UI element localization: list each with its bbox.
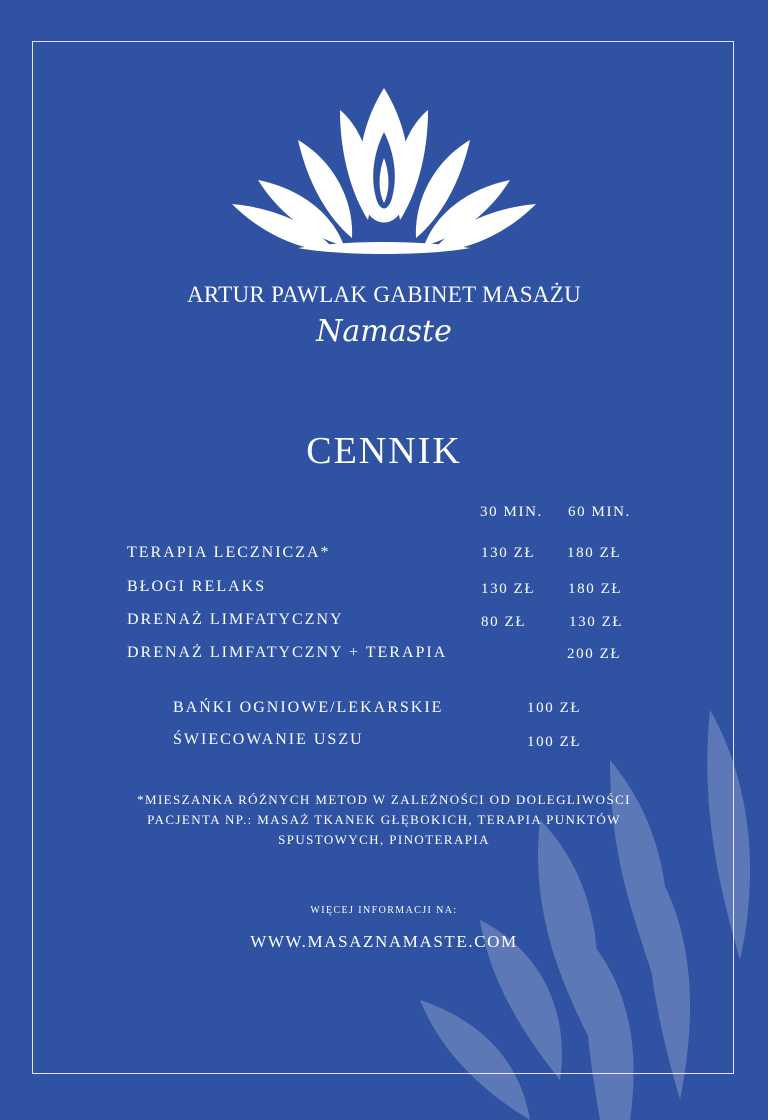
service-price-60: 180 ZŁ bbox=[567, 545, 622, 561]
service-price-60: 200 ZŁ bbox=[567, 646, 622, 662]
more-info-label: WIĘCEJ INFORMACJI NA: bbox=[310, 905, 458, 916]
service-name: DRENAŻ LIMFATYCZNY bbox=[127, 611, 344, 628]
service-price-30: 130 ZŁ bbox=[481, 581, 536, 597]
service-name: TERAPIA LECZNICZA* bbox=[127, 544, 331, 561]
page-title: CENNIK bbox=[306, 430, 462, 473]
service-price-30: 80 ZŁ bbox=[481, 614, 527, 630]
service-price-30: 130 ZŁ bbox=[481, 545, 536, 561]
column-header-60: 60 MIN. bbox=[568, 504, 631, 520]
service-name: DRENAŻ LIMFATYCZNY + TERAPIA bbox=[127, 644, 448, 661]
lotus-icon bbox=[228, 80, 540, 258]
service-name: BŁOGI RELAKS bbox=[127, 578, 267, 595]
website-link[interactable]: WWW.MASAZNAMASTE.COM bbox=[250, 932, 518, 951]
extra-service-price: 100 ZŁ bbox=[527, 734, 582, 750]
business-name: ARTUR PAWLAK GABINET MASAŻU bbox=[187, 282, 581, 307]
footnote: *MIESZANKA RÓŻNYCH METOD W ZALEŻNOŚCI OD DOLEGLIWOŚCI PACJENTA NP.: MASAŻ TKANEK GŁĘBOKICH, TERAPIA PUNKTÓW SPUSTOWYCH, PINOTERAPIA bbox=[137, 792, 631, 847]
extra-service-name: BAŃKI OGNIOWE/LEKARSKIE bbox=[173, 699, 444, 716]
service-price-60: 130 ZŁ bbox=[569, 614, 624, 630]
extra-service-price: 100 ZŁ bbox=[527, 700, 582, 716]
brand-tagline: Namaste bbox=[316, 314, 452, 349]
extra-service-name: ŚWIECOWANIE USZU bbox=[173, 731, 364, 748]
column-header-30: 30 MIN. bbox=[480, 504, 543, 520]
service-price-60: 180 ZŁ bbox=[568, 581, 623, 597]
